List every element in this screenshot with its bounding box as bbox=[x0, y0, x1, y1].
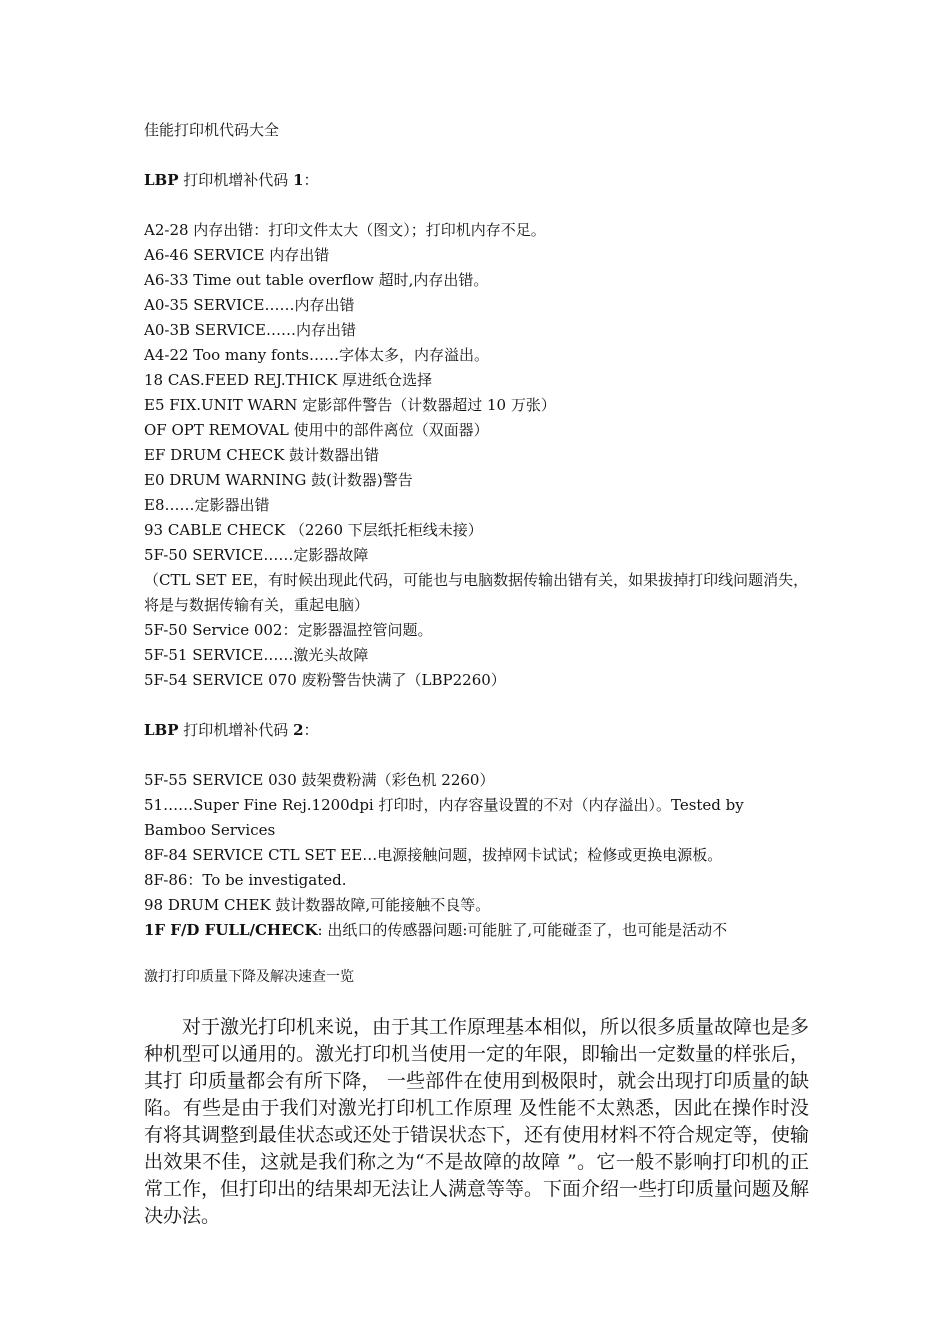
code-line-last-bold: 1F F/D FULL/CHECK bbox=[144, 921, 318, 939]
spacer bbox=[144, 693, 809, 718]
section3-title: 激打打印质量下降及解决速查一览 bbox=[144, 969, 354, 985]
code-line-last-text: : 出纸口的传感器问题:可能脏了,可能碰歪了，也可能是活动不 bbox=[317, 921, 728, 939]
code-line: 8F-84 SERVICE CTL SET EE…电源接触问题，拔掉网卡试试；检修或更换电源板。 bbox=[144, 846, 723, 864]
section1-heading-colon: ： bbox=[303, 171, 319, 189]
code-line: A6-46 SERVICE 内存出错 bbox=[144, 246, 330, 264]
code-note: （CTL SET EE，有时候出现此代码，可能也与电脑数据传输出错有关，如果拔掉打印线问题消失，将是与数据传输有关，重起电脑） bbox=[144, 571, 809, 614]
code-line-wrapped: 51……Super Fine Rej.1200dpi 打印时，内存容量设置的不对（内存溢出）。Tested by Bamboo Services bbox=[144, 796, 744, 839]
code-line: 8F-86：To be investigated. bbox=[144, 871, 347, 889]
code-line: 93 CABLE CHECK （2260 下层纸托柜线未接） bbox=[144, 521, 483, 539]
code-line: E8……定影器出错 bbox=[144, 496, 270, 514]
section1-heading-text: 打印机增补代码 bbox=[178, 171, 294, 189]
section1-heading-num: 1 bbox=[293, 171, 304, 189]
section2-heading bbox=[144, 718, 809, 743]
section1-code-list bbox=[144, 218, 809, 693]
section2-heading-text: 打印机增补代码 bbox=[178, 721, 294, 739]
code-line: 18 CAS.FEED REJ.THICK 厚进纸仓选择 bbox=[144, 371, 433, 389]
code-line: 5F-54 SERVICE 070 废粉警告快满了（LBP2260） bbox=[144, 671, 506, 689]
code-line: E5 FIX.UNIT WARN 定影部件警告（计数器超过 10 万张） bbox=[144, 396, 556, 414]
section2-code-list bbox=[144, 768, 809, 943]
code-line: 5F-51 SERVICE……激光头故障 bbox=[144, 646, 369, 664]
code-line: 5F-55 SERVICE 030 鼓架费粉满（彩色机 2260） bbox=[144, 771, 495, 789]
document-page bbox=[144, 118, 809, 1230]
code-line: E0 DRUM WARNING 鼓(计数器)警告 bbox=[144, 471, 413, 489]
code-line: EF DRUM CHECK 鼓计数器出错 bbox=[144, 446, 380, 464]
section2-heading-bold: LBP bbox=[144, 721, 179, 739]
code-line-last bbox=[144, 918, 809, 943]
section1-heading-bold: LBP bbox=[144, 171, 179, 189]
code-line: OF OPT REMOVAL 使用中的部件离位（双面器） bbox=[144, 421, 489, 439]
document-title: 佳能打印机代码大全 bbox=[144, 121, 280, 139]
code-line: 98 DRUM CHEK 鼓计数器故障,可能接触不良等。 bbox=[144, 896, 491, 914]
code-line: A6-33 Time out table overflow 超时,内存出错。 bbox=[144, 271, 489, 289]
code-line: 5F-50 SERVICE……定影器故障 bbox=[144, 546, 369, 564]
code-line: 5F-50 Service 002：定影器温控管问题。 bbox=[144, 621, 433, 639]
section2-heading-num: 2 bbox=[293, 721, 304, 739]
code-line: A2-28 内存出错：打印文件太大（图文）；打印机内存不足。 bbox=[144, 221, 546, 239]
section3-paragraph: 对于激光打印机来说，由于其工作原理基本相似，所以很多质量故障也是多种机型可以通用的。激光打印机当使用一定的年限，即输出一定数量的样张后，其打 印质量都会有所下降， 一些部件在使用到极限时，就会出现打印质量的缺陷。有些是由于我们对激光打印机工作原理 及性能不太熟悉，因此在操作时没有将其调整到最佳状态或还处于错误状态下，还有使用材料不符合规定等，使输出效果不佳，这就是我们称之为“不是故障的故障 ”。它一般不影响打印机的正常工作，但打印出的结果却无法让人满意等等。下面介绍一些打印质量问题及解决办法。 bbox=[144, 1016, 810, 1227]
code-line: A0-35 SERVICE……内存出错 bbox=[144, 296, 355, 314]
section2-heading-colon: ： bbox=[303, 721, 319, 739]
code-line: A4-22 Too many fonts……字体太多，内存溢出。 bbox=[144, 346, 490, 364]
section1-heading bbox=[144, 168, 809, 193]
code-line: A0-3B SERVICE……内存出错 bbox=[144, 321, 356, 339]
